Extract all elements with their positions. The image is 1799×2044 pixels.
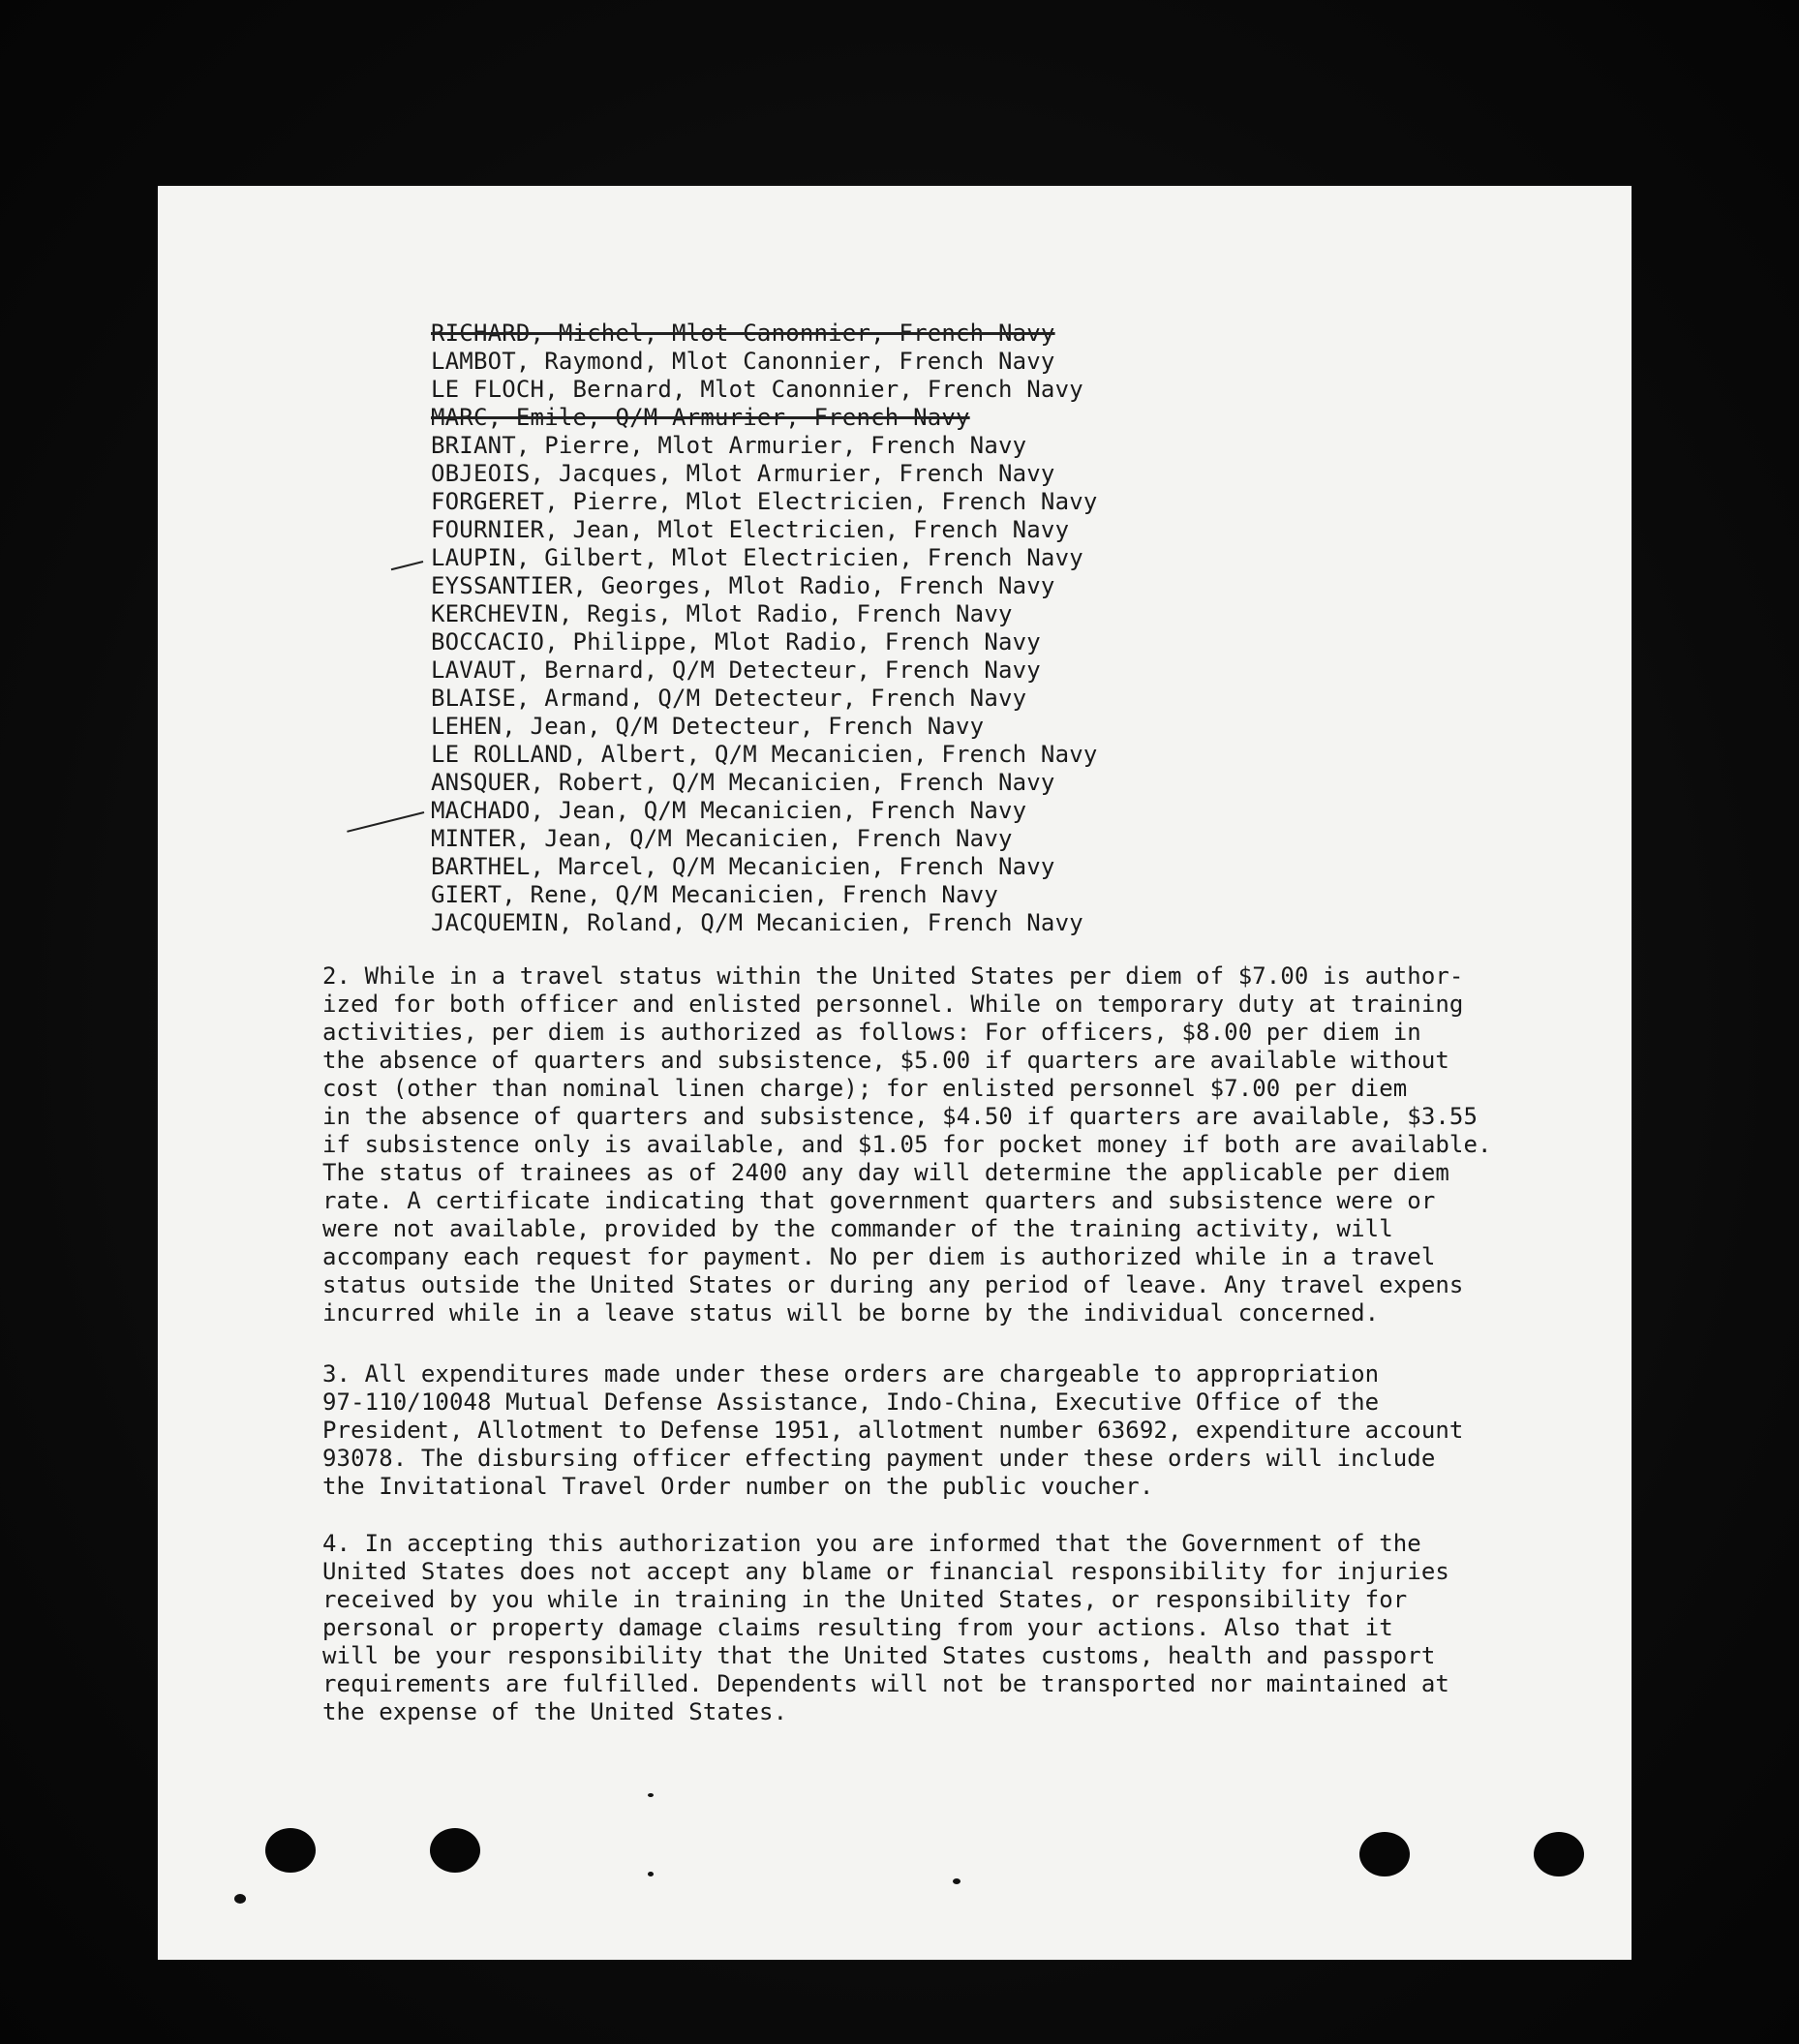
punch-hole [1359, 1832, 1410, 1876]
crew-entry: LAVAUT, Bernard, Q/M Detecteur, French Navy [431, 656, 1041, 684]
crew-entry: BARTHEL, Marcel, Q/M Mecanicien, French Navy [431, 853, 1055, 880]
crew-entry: LE ROLLAND, Albert, Q/M Mecanicien, French Navy [431, 741, 1098, 768]
paper-speck [648, 1793, 654, 1797]
crew-entry: RICHARD, Michel, Mlot Canonnier, French Navy [431, 320, 1055, 347]
crew-entry: MARC, Emile, Q/M Armurier, French Navy [431, 404, 970, 431]
crew-entry: LAMBOT, Raymond, Mlot Canonnier, French Navy [431, 348, 1055, 375]
crew-entry: BRIANT, Pierre, Mlot Armurier, French Navy [431, 432, 1027, 459]
crew-entry: EYSSANTIER, Georges, Mlot Radio, French Navy [431, 572, 1055, 599]
crew-entry: BOCCACIO, Philippe, Mlot Radio, French Navy [431, 628, 1041, 656]
crew-entry: MACHADO, Jean, Q/M Mecanicien, French Navy [431, 797, 1027, 824]
crew-entry: OBJEOIS, Jacques, Mlot Armurier, French Navy [431, 460, 1055, 487]
crew-entry: MINTER, Jean, Q/M Mecanicien, French Navy [431, 825, 1013, 852]
pencil-check-mark [391, 561, 423, 570]
crew-entry: KERCHEVIN, Regis, Mlot Radio, French Navy [431, 600, 1013, 627]
crew-entry: BLAISE, Armand, Q/M Detecteur, French Navy [431, 685, 1027, 712]
punch-hole [430, 1828, 480, 1873]
punch-hole [265, 1828, 316, 1873]
punch-hole [1534, 1832, 1584, 1876]
crew-entry: JACQUEMIN, Roland, Q/M Mecanicien, French Navy [431, 909, 1083, 936]
pencil-check-mark [347, 811, 424, 833]
paper-speck [648, 1872, 654, 1876]
crew-entry: ANSQUER, Robert, Q/M Mecanicien, French Navy [431, 769, 1055, 796]
paragraph-liability: 4. In accepting this authorization you are informed that the Government of the United States does not accept any blame or financial responsibility for injuries received by you while in training in the United States, or responsibility for personal or property damage claims resulting from your actions. Also that it will be your responsibility that the United States customs, health and passport requirements are fulfilled. Dependents will not be transported nor maintained at the expense of the United States. [322, 1530, 1449, 1725]
crew-list [431, 320, 1098, 937]
paragraph-expenditures: 3. All expenditures made under these orders are chargeable to appropriation 97-110/10048 Mutual Defense Assistance, Indo-China, Executive Office of the President, Allotment to Defense 1951, allotment number 63692, expenditure account 93078. The disbursing officer effecting payment under these orders will include the Invitational Travel Order number on the public voucher. [322, 1360, 1464, 1500]
crew-entry: LE FLOCH, Bernard, Mlot Canonnier, French Navy [431, 376, 1083, 403]
crew-entry: FOURNIER, Jean, Mlot Electricien, French Navy [431, 516, 1070, 543]
document-page [158, 186, 1631, 1960]
crew-entry: LEHEN, Jean, Q/M Detecteur, French Navy [431, 713, 985, 740]
crew-entry: GIERT, Rene, Q/M Mecanicien, French Navy [431, 881, 998, 908]
paragraph-per-diem: 2. While in a travel status within the United States per diem of $7.00 is author- ized for both officer and enlisted personnel. While on temporary duty at training activities, per diem is authorized as follows: For officers, $8.00 per diem in the absence of quarters and subsistence, $5.00 if quarters are available without cost (other than nominal linen charge); for enlisted personnel $7.00 per diem in the absence of quarters and subsistence, $4.50 if quarters are available, $3.55 if subsistence only is available, and $1.05 for pocket money if both are available. The status of trainees as of 2400 any day will determine the applicable per diem rate. A certificate indicating that government quarters and subsistence were or were not available, provided by the commander of the training activity, will accompany each request for payment. No per diem is authorized while in a travel status outside the United States or during any period of leave. Any travel expens incurred while in a leave status will be borne by the individual concerned. [322, 962, 1492, 1327]
crew-entry: FORGERET, Pierre, Mlot Electricien, French Navy [431, 488, 1098, 515]
paper-speck [234, 1894, 246, 1904]
crew-entry: LAUPIN, Gilbert, Mlot Electricien, French Navy [431, 544, 1083, 571]
paper-speck [953, 1878, 960, 1884]
